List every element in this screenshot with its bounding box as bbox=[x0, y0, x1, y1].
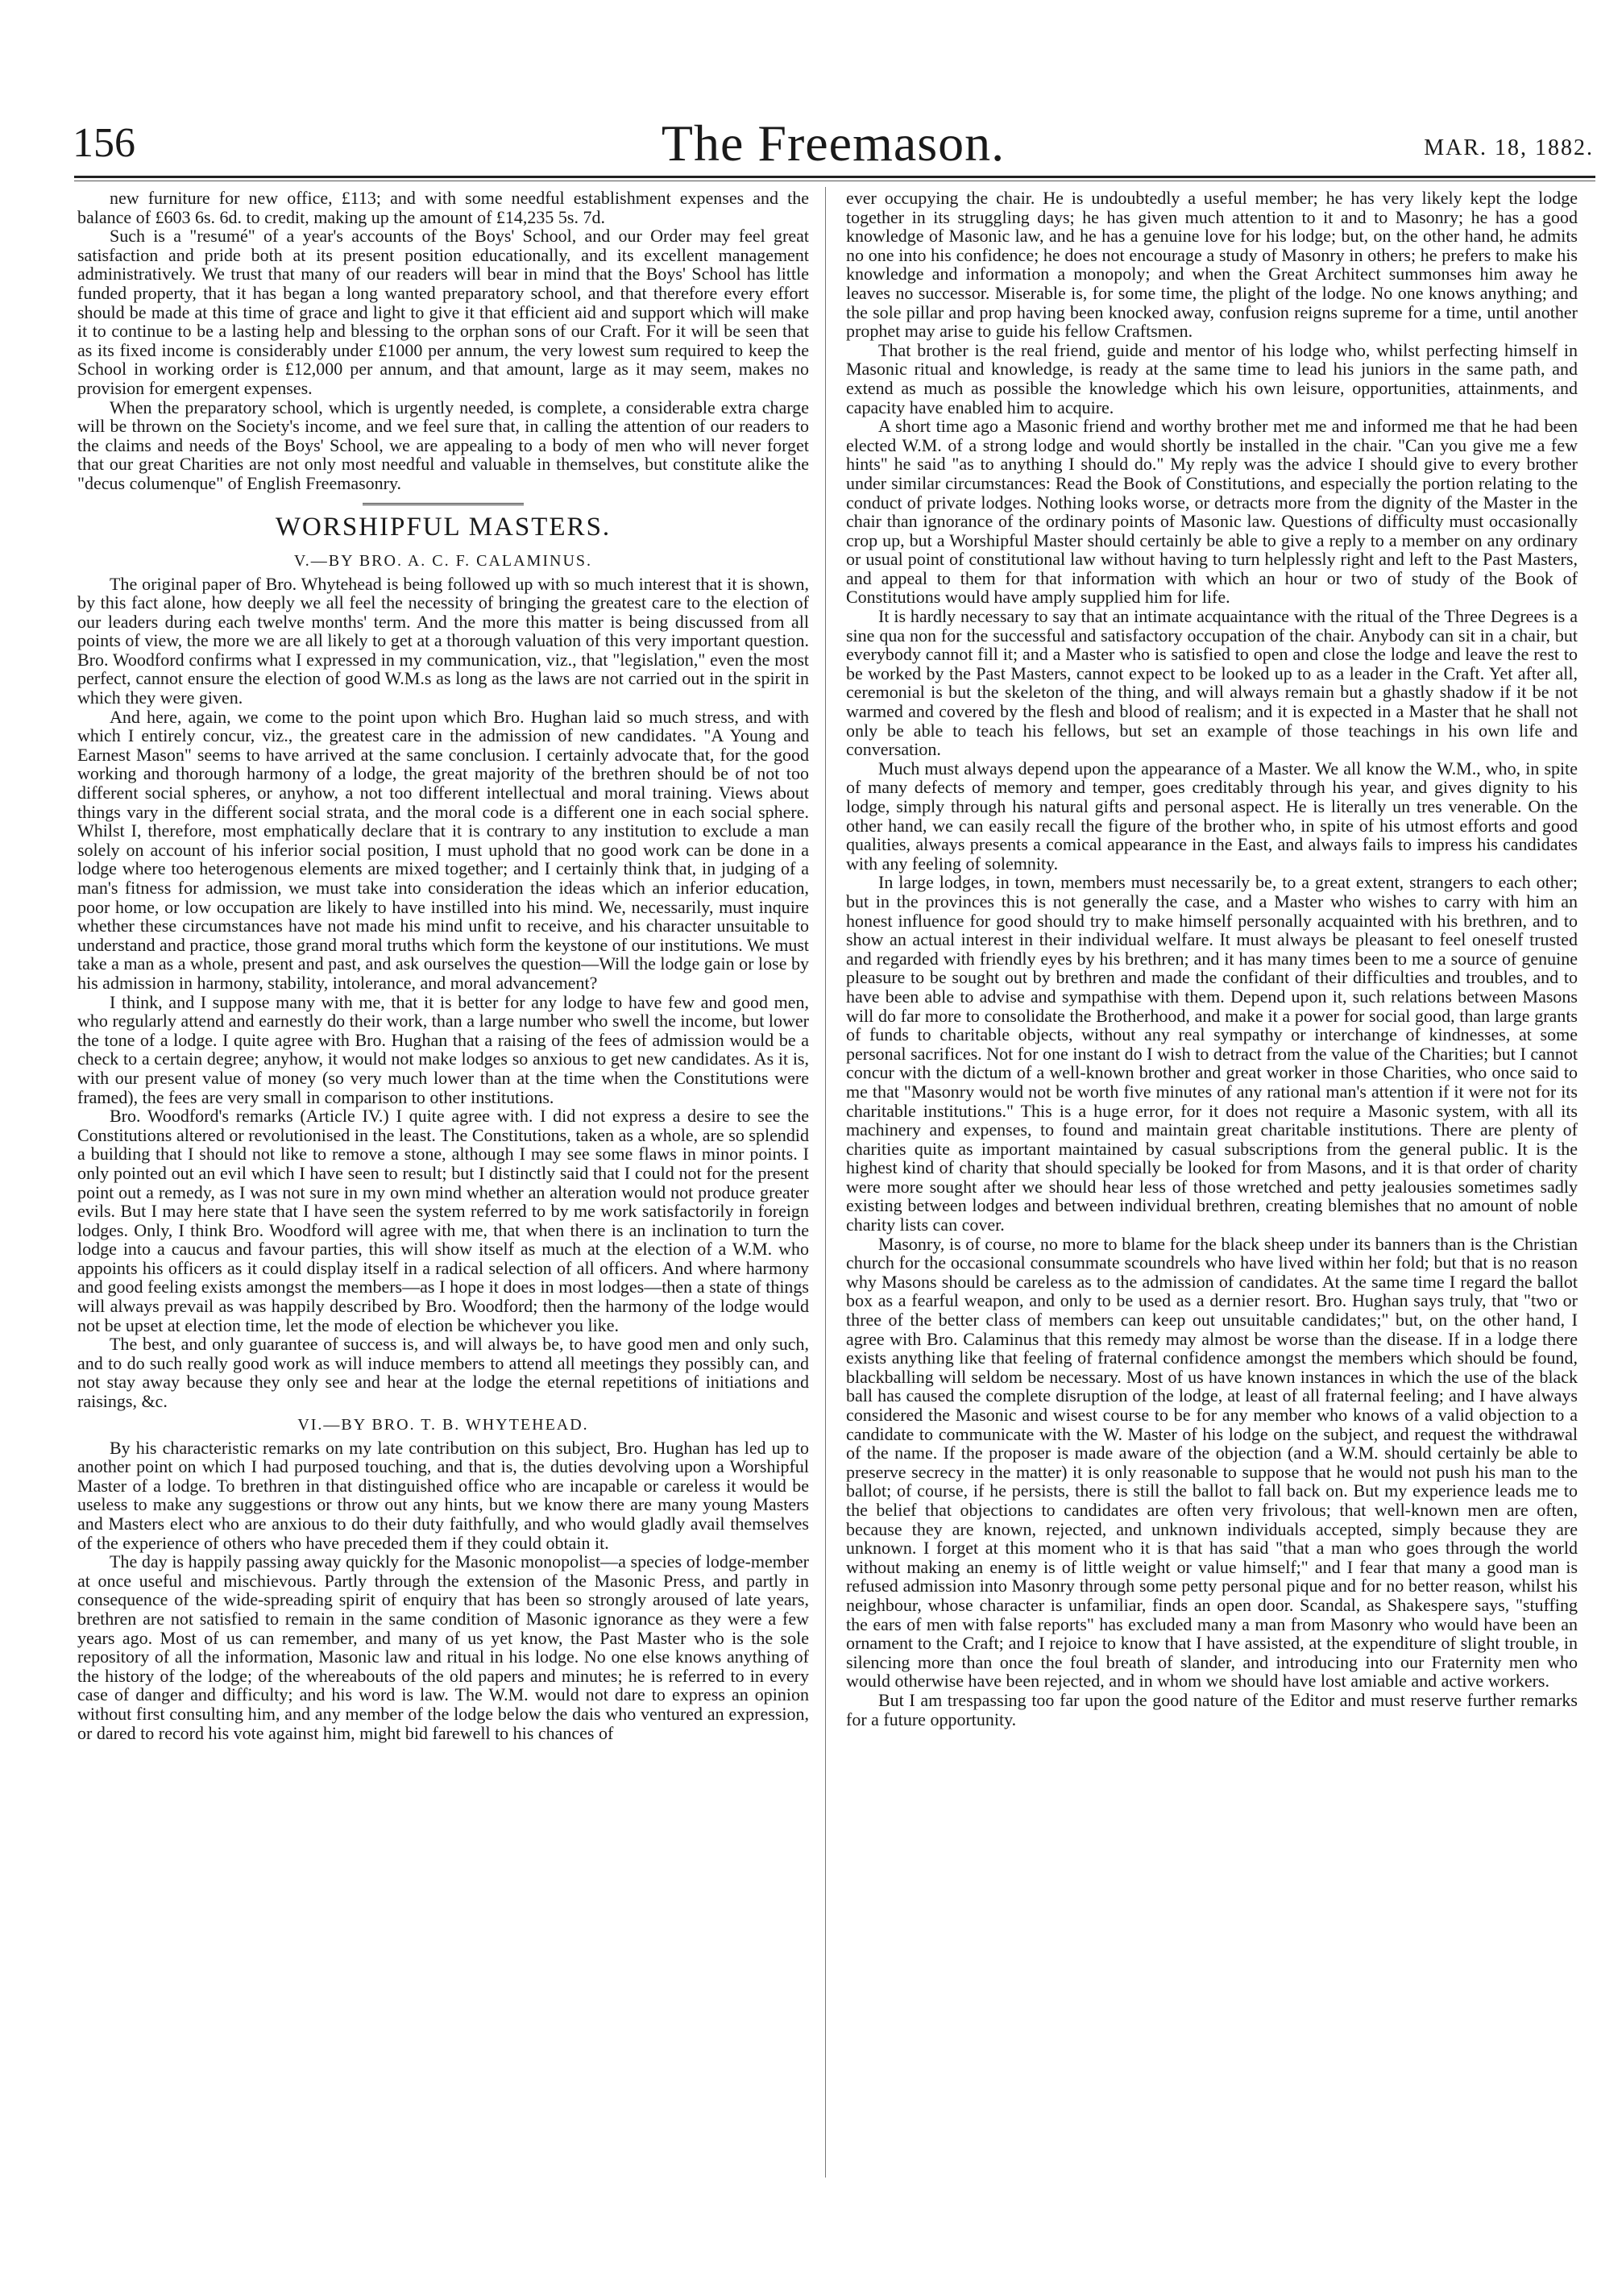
right-paragraph-3: A short time ago a Masonic friend and worthy brother met me and informed me that he had been elected W.M. of a strong lodge and would shortly be installed in the chair. "Can you give me a few hints" he said "as to anything I should do." My reply was the advice I should give to every brother under similar circumstances: Read the Book of Constitutions, and especially the portion relating to the conduct of private lodges. Nothing looks worse, or detracts more from the dignity of the Master in the chair than ignorance of the ordinary points of Masonic law. Questions of difficulty must occasionally crop up, but a Worshipful Master should certainly be able to give a reply to a member on any ordinary or usual point of constitutional law without having to turn helplessly right and left to the Past Masters, and appeal to them for that information with which an hour or two of study of the Book of Constitutions would have amply supplied him for life. bbox=[846, 416, 1578, 608]
article-vi-paragraph-1: By his characteristic remarks on my late contribution on this subject, Bro. Hughan has led up to another point on which I had purposed touching, and that is, the duties devolving upon a Worshipful Master of a lodge. To brethren in that distinguished office who are incapable or careless it would be useless to make any suggestions or throw out any hints, but we know there are many young Masters and Masters elect who are anxious to do their duty faithfully, and who would gladly avail themselves of the experience of others who have preceded them if they could obtain it. bbox=[77, 1437, 809, 1553]
intro-paragraph-2: Such is a "resumé" of a year's accounts of the Boys' School, and our Order may feel great satisfaction and pride both at its present position educationally, and its excellent management administratively. We trust that many of our readers will bear in mind that the Boys' School has little funded property, that it has began a long wanted preparatory school, and that therefore every effort should be made at this time of grace and light to give it that efficient aid and support which will make it to continue to be a lasting help and blessing to the orphan sons of our Craft. For it will be seen that as its fixed income is considerably under £1000 per annum, the very lowest sum required to keep the School in working order is £12,000 per annum, and that amount, large as it may seem, makes no provision for emergent expenses. bbox=[77, 226, 809, 398]
issue-date: MAR. 18, 1882. bbox=[1424, 135, 1594, 160]
article-v-paragraph-3: I think, and I suppose many with me, that it is better for any lodge to have few and good men, who regularly attend and earnestly do their work, than a large number who swell the income, but lower the tone of a lodge. I quite agree with Bro. Hughan that a raising of the fees of admission would be a check to a certain degree; anyhow, it would not make lodges so anxious to get new candidates. As it is, with our present value of money (so very much lower than at the time when the Constitutions were framed), the fees are very small in comparison to other institutions. bbox=[77, 991, 809, 1107]
intro-paragraph-1: new furniture for new office, £113; and with some needful establishment expenses and the balance of £603 6s. 6d. to credit, making up the amount of £14,235 5s. 7d. bbox=[77, 189, 809, 227]
right-column bbox=[846, 189, 1578, 2187]
right-paragraph-5: Much must always depend upon the appearance of a Master. We all know the W.M., who, in spite of many defects of memory and temper, goes creditably through his year, and gives dignity to his lodge, simply through his natural gifts and personal aspect. He is literally un tres venerable. On the other hand, we can easily recall the figure of the brother who, in spite of his utmost efforts and good qualities, always presents a comical appearance in the East, and always fails to impress his candidates with any feeling of solemnity. bbox=[846, 758, 1578, 874]
sub-heading-vi: VI.—BY BRO. T. B. WHYTEHEAD. bbox=[297, 1415, 589, 1434]
article-v-paragraph-4: Bro. Woodford's remarks (Article IV.) I quite agree with. I did not express a desire to see the Constitutions altered or revolutionised in the least. The Constitutions, taken as a whole, are so splendid a building that I should not like to remove a stone, although I may see some flaws in minor points. I only pointed out an evil which I have seen to result; but I distinctly said that I could not for the present point out a remedy, as I was not sure in my own mind whether an alteration would not produce greater evils. But I may here state that I have seen the system referred to by me work satisfactorily in foreign lodges. Only, I think Bro. Woodford will agree with me, that when there is an inclination to turn the lodge into a caucus and favour parties, this will show itself as much at the election of a W.M. who appoints his officers as it could display itself in a radical selection of all officers. And where harmony and good feeling exists amongst the members—as I hope it does in most lodges—then a state of things will always prevail as was happily described by Bro. Woodford; then the harmony of the lodge would not be upset at election time, let the mode of election be whichever you like. bbox=[77, 1106, 809, 1335]
right-paragraph-8: But I am trespassing too far upon the good nature of the Editor and must reserve further remarks for a future opportunity. bbox=[846, 1689, 1578, 1729]
article-v-paragraph-5: The best, and only guarantee of success is, and will always be, to have good men and only such, and to do such really good work as will induce members to attend all meetings they possibly can, and not stay away because they only see and hear at the lodge the eternal repetitions of initiations and raisings, &c. bbox=[77, 1334, 809, 1412]
publication-title: The Freemason. bbox=[661, 114, 1006, 172]
article-v-paragraph-2: And here, again, we come to the point upon which Bro. Hughan laid so much stress, and with which I entirely concur, viz., the greatest care in the admission of new candidates. "A Young and Earnest Mason" seems to have arrived at the same conclusion. I certainly advocate that, for the good working and thorough harmony of a lodge, the great majority of the brethren should be of not too different social spheres, or anyhow, a not too different intellectual and moral training. Views about things vary in the different social strata, and the moral code is a different one in each social sphere. Whilst I, therefore, most emphatically declare that it is contrary to any institution to exclude a man solely on account of his inferior social position, I must uphold that no good work can be done in a lodge where too heterogenous elements are mixed together; and I certainly think that, in judging of a man's fitness for admission, we must take into consideration the ideas which an inferior education, poor home, or low occupation are likely to have instilled into his mind. We, necessarily, must inquire whether these circumstances have not made his mind unfit to receive, and his character unsuitable to understand and practice, those grand moral truths which form the keystone of our institutions. We must take a man as a whole, present and past, and ask ourselves the question—Will the lodge gain or lose by his admission in harmony, stability, intolerance, and moral advancement? bbox=[77, 706, 809, 993]
header-rule bbox=[74, 176, 1595, 178]
right-paragraph-4: It is hardly necessary to say that an intimate acquaintance with the ritual of the Three Degrees is a sine qua non for the successful and satisfactory occupation of the chair. Anybody can sit in a chair, but everybody cannot fill it; and a Master who is satisfied to open and close the lodge and leave the rest to be worked by the Past Masters, cannot expect to be looked up to as a leader in the Craft. Yet after all, ceremonial is but the skeleton of the thing, and will always remain but a ghastly shadow if it be not warmed and covered by the flesh and blood of realism; and it is expected in a Master that he shall not only be able to teach his fellows, but set an example of those teachings in his own life and conversation. bbox=[846, 606, 1578, 760]
section-title: WORSHIPFUL MASTERS. bbox=[275, 512, 612, 542]
right-paragraph-2: That brother is the real friend, guide and mentor of his lodge who, whilst perfecting himself in Masonic ritual and knowledge, is ready at the same time to lead his juniors in the same path, and extend as much as possible the knowledge which his own leisure, opportunities, attainments, and capacity have enabled him to acquire. bbox=[846, 339, 1578, 417]
right-paragraph-7: Masonry, is of course, no more to blame for the black sheep under its banners than is the Christian church for the occasional consummate scoundrels who have lived within her fold; but that is no reason why Masons should be careless as to the admission of candidates. At the same time I regard the ballot box as a fearful weapon, and only to be used as a dernier resort. Bro. Hughan says truly, that "two or three of the better class of members can keep out unsuitable candidates;" but, on the other hand, I agree with Bro. Calaminus that this remedy may almost be worse than the disease. If in a lodge there exists anything like that feeling of fraternal confidence amongst the members which should be found, blackballing will seldom be necessary. Most of us have known instances in which the use of the black ball has caused the complete disruption of the lodge, at least of all fraternal feeling; and I have always considered the Masonic and wisest course to be for any member who knows of a valid objection to a candidate to communicate with the W. Master of his lodge on the subject, and request the withdrawal of the name. If the proposer is made aware of the objection (and a W.M. should certainly be able to preserve secrecy in the matter) it is only reasonable to suppose that he would not push his man to the ballot; of course, if he persists, there is still the ballot to fall back on. But my experience leads me to the belief that objections to candidates are often very frivolous; that well-known men are often, because they are known, rejected, and unknown individuals accepted, simply because they are unknown. I forget at this moment who it is that has said "that a man who goes through the world without making an enemy is of little weight or value himself;" and I fear that many a good man is refused admission into Masonry through some petty personal pique and for no better reason, whilst his neighbour, whose character is unfamiliar, finds an open door. Scandal, as Shakespere says, "stuffing the ears of men with false reports" has excluded many a man from Masonry who would have been an ornament to the Craft; and I rejoice to know that I have assisted, at the expenditure of slight trouble, in silencing more than once the foul breath of slander, and introducing into our Fraternity men who would otherwise have been rejected, and in whom we should have lost amiable and active workers. bbox=[846, 1233, 1578, 1692]
column-divider bbox=[825, 187, 826, 2178]
article-v-paragraph-1: The original paper of Bro. Whytehead is being followed up with so much interest that it is shown, by this fact alone, how deeply we all feel the necessity of bringing the greatest care to the election of our leaders during each twelve months' term. And the more this matter is being discussed from all points of view, the more we are all likely to get at a thorough valuation of this very important question. Bro. Woodford confirms what I expressed in my communication, viz., that "legislation," even the most perfect, cannot ensure the election of good W.M.s as long as the laws are not carried out in the spirit in which they were given. bbox=[77, 573, 809, 708]
right-paragraph-1: ever occupying the chair. He is undoubtedly a useful member; he has very likely kept the lodge together in its struggling days; he has given much attention to it and to Masonry; he has a good knowledge of Masonic law, and he has a genuine love for his lodge; but, on the other hand, he admits no one into his confidence; he does not encourage a study of Masonry in others; he prefers to make his knowledge and information a monopoly; and when the Great Architect summonses him away he leaves no successor. Miserable is, for some time, the plight of the lodge. No one knows anything; and the sole pillar and prop having been knocked away, confusion reigns supreme for a time, until another prophet may arise to guide his fellow Craftsmen. bbox=[846, 189, 1578, 342]
masthead bbox=[73, 114, 1594, 182]
left-column bbox=[77, 189, 809, 2187]
section-divider bbox=[363, 503, 524, 505]
page-number: 156 bbox=[73, 120, 135, 166]
intro-paragraph-3: When the preparatory school, which is urgently needed, is complete, a considerable extra charge will be thrown on the Society's income, and we feel sure that, in calling the attention of our readers to the claims and needs of the Boys' School, we are appealing to a body of men who will never forget that our great Charities are not only most needful and valuable in themselves, but constitute alike the "decus columenque" of English Freemasonry. bbox=[77, 397, 809, 493]
sub-heading-v: V.—BY BRO. A. C. F. CALAMINUS. bbox=[293, 551, 593, 570]
right-paragraph-6: In large lodges, in town, members must necessarily be, to a great extent, strangers to each other; but in the provinces this is not generally the case, and a Master who wishes to carry with him an honest influence for good should try to make himself personally acquainted with his brethren, and to show an actual interest in their individual welfare. It must always be pleasant to feel oneself trusted and regarded with friendly eyes by his brethren; and it has many times been to me a source of genuine pleasure to be sought out by brethren and made the confidant of their difficulties and troubles, and to have been able to advise and sympathise with them. Depend upon it, such relations between Masons will do far more to consolidate the Brotherhood, and make it a power for social good, than large grants of funds to charitable objects, without any real sympathy or interchange of kindnesses, at some personal sacrifices. Not for one instant do I wish to detract from the value of the Charities; but I cannot concur with the dictum of a well-known brother and great worker in those Charities, who once said to me that "Masonry would not be worth five minutes of any rational man's attention if it were not for its charitable institutions." This is a huge error, for it does not require a Masonic system, with all its machinery and expenses, to found and maintain great charitable institutions. There are plenty of charities quite as important maintained by casual subscriptions from the general public. It is the highest kind of charity that should specially be looked for from Masons, and it is that order of charity were more sought after we should hear less of those wretched and petty jealousies sometimes sadly existing between lodges and between individual brethren, creating blemishes that no amount of noble charity lists can cover. bbox=[846, 872, 1578, 1235]
article-vi-paragraph-2: The day is happily passing away quickly for the Masonic monopolist—a species of lodge-member at once useful and mischievous. Partly through the extension of the Masonic Press, and partly in consequence of the wide-spreading spirit of enquiry that has been so strongly aroused of late years, brethren are not satisfied to remain in the same condition of Masonic ignorance as they were a few years ago. Most of us can remember, and many of us yet know, the Past Master who is the sole repository of all the information, Masonic law and ritual in his lodge. No one else knows anything of the history of the lodge; of the whereabouts of the old papers and minutes; he is referred to in every case of danger and difficulty; and his word is law. The W.M. would not dare to express an opinion without first consulting him, and any member of the lodge below the dais who ventured an expression, or dared to record his vote against him, might bid farewell to his chances of bbox=[77, 1551, 809, 1743]
